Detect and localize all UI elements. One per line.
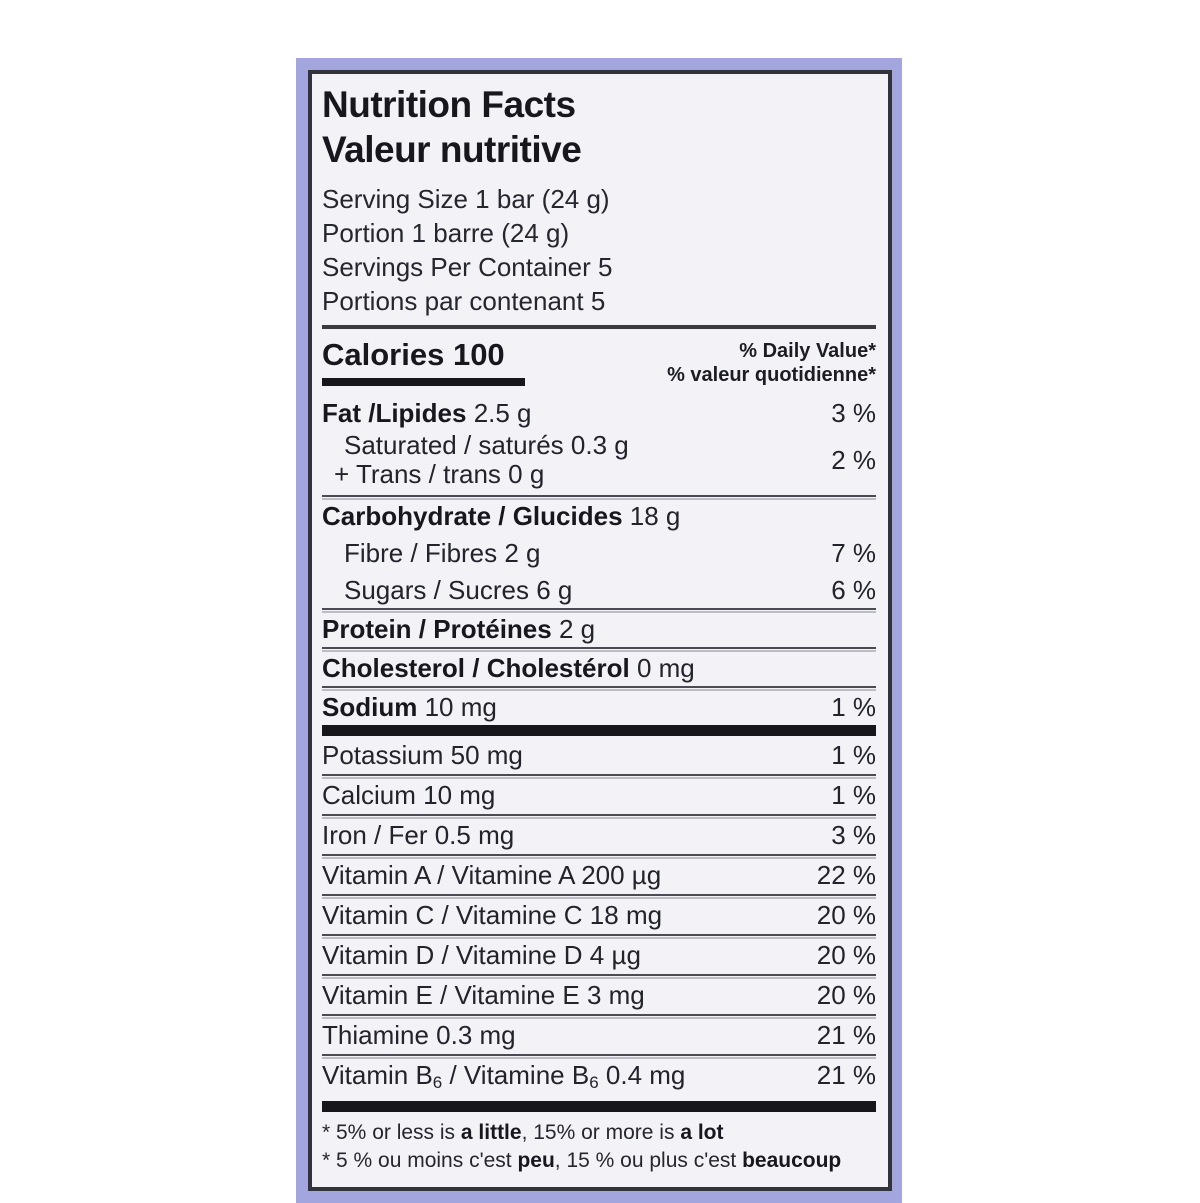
calcium-label: Calcium 10 mg <box>322 780 496 810</box>
sugars-label: Sugars / Sucres 6 g <box>344 575 573 605</box>
vitamin-d-label: Vitamin D / Vitamine D 4 µg <box>322 940 641 970</box>
nutrient-row-saturated-trans <box>322 431 876 495</box>
vitamin-d-percent: 20 % <box>816 940 876 970</box>
nutrient-row-cholesterol <box>322 649 876 686</box>
divider-above-calories <box>322 325 876 329</box>
serving-info <box>322 182 876 318</box>
calories-underline-bar <box>322 378 525 386</box>
calories-block <box>322 337 525 386</box>
protein-label: Protein / Protéines 2 g <box>322 614 596 644</box>
nutrition-label <box>308 70 892 1191</box>
saturated-trans-percent: 2 % <box>831 444 876 475</box>
calcium-percent: 1 % <box>831 780 876 810</box>
potassium-percent: 1 % <box>831 740 876 770</box>
fat-label: Fat /Lipides 2.5 g <box>322 398 532 428</box>
vitamin-e-label: Vitamin E / Vitamine E 3 mg <box>322 980 645 1010</box>
micronutrient-row-vitamin-d <box>322 936 876 974</box>
sodium-label: Sodium 10 mg <box>322 692 497 722</box>
servings-per-container-en: Servings Per Container 5 <box>322 252 613 282</box>
nutrient-row-fibre <box>322 534 876 571</box>
servings-per-container-fr: Portions par contenant 5 <box>322 286 606 316</box>
serving-size-fr: Portion 1 barre (24 g) <box>322 218 570 248</box>
serving-size-en: Serving Size 1 bar (24 g) <box>322 184 610 214</box>
micronutrient-row-vitamin-e <box>322 976 876 1014</box>
vitamin-b6-percent: 21 % <box>816 1060 876 1090</box>
iron-label: Iron / Fer 0.5 mg <box>322 820 515 850</box>
footnotes <box>322 1119 876 1175</box>
vitamin-a-percent: 22 % <box>816 860 876 890</box>
saturated-trans-label <box>322 431 629 489</box>
vitamin-a-label: Vitamin A / Vitamine A 200 µg <box>322 860 662 890</box>
micronutrient-row-potassium <box>322 736 876 774</box>
calories-value: Calories 100 <box>322 337 505 372</box>
thick-divider-after-sodium <box>322 725 876 736</box>
sodium-percent: 1 % <box>831 692 876 722</box>
thiamine-label: Thiamine 0.3 mg <box>322 1020 516 1050</box>
iron-percent: 3 % <box>831 820 876 850</box>
fibre-label: Fibre / Fibres 2 g <box>344 538 541 568</box>
nutrient-row-fat <box>322 394 876 431</box>
vitamin-e-percent: 20 % <box>816 980 876 1010</box>
carbohydrate-label: Carbohydrate / Glucides 18 g <box>322 501 681 531</box>
footnote-english: * 5% or less is a little, 15% or more is a lot <box>322 1121 724 1144</box>
fibre-percent: 7 % <box>831 538 876 568</box>
daily-value-header-en: % Daily Value* <box>739 340 876 362</box>
title-french: Valeur nutritive <box>322 129 582 170</box>
saturated-line: Saturated / saturés 0.3 g <box>344 430 629 460</box>
vitamin-c-label: Vitamin C / Vitamine C 18 mg <box>322 900 663 930</box>
daily-value-header-fr: % valeur quotidienne* <box>667 364 876 386</box>
micronutrient-row-thiamine <box>322 1016 876 1054</box>
nutrient-row-carbohydrate <box>322 497 876 534</box>
micronutrient-row-vitamin-b6 <box>322 1056 876 1101</box>
nutrient-row-sodium <box>322 688 876 725</box>
title-english: Nutrition Facts <box>322 84 576 125</box>
micronutrient-row-vitamin-c <box>322 896 876 934</box>
micronutrient-row-vitamin-a <box>322 856 876 894</box>
nutrition-label-frame <box>296 58 902 1203</box>
nutrient-row-protein <box>322 610 876 647</box>
micronutrient-row-calcium <box>322 776 876 814</box>
nutrient-row-sugars <box>322 571 876 608</box>
potassium-label: Potassium 50 mg <box>322 740 523 770</box>
micronutrient-row-iron <box>322 816 876 854</box>
footnote-french: * 5 % ou moins c'est peu, 15 % ou plus c'est beaucoup <box>322 1149 842 1172</box>
fat-percent: 3 % <box>831 398 876 428</box>
thiamine-percent: 21 % <box>816 1020 876 1050</box>
vitamin-c-percent: 20 % <box>816 900 876 930</box>
cholesterol-label: Cholesterol / Cholestérol 0 mg <box>322 653 695 683</box>
calories-header <box>322 337 876 387</box>
sugars-percent: 6 % <box>831 575 876 605</box>
daily-value-header <box>667 337 876 387</box>
trans-line: + Trans / trans 0 g <box>334 459 545 489</box>
vitamin-b6-label: Vitamin $B_6$ / Vitamine $B_6$ 0.4 mg <box>322 1060 686 1092</box>
thick-divider-above-footnotes <box>322 1101 876 1112</box>
